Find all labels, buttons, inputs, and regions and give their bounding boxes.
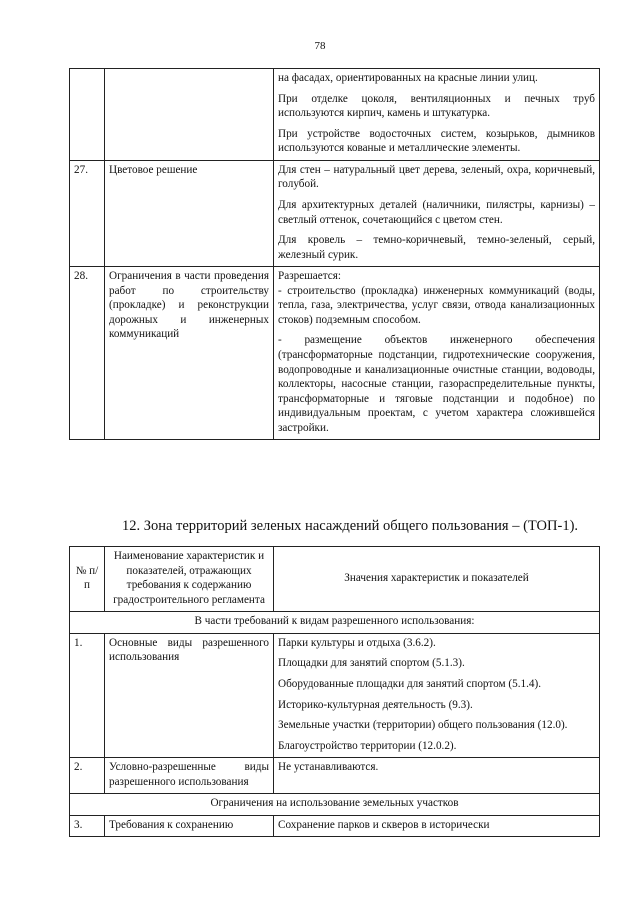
row-name: Цветовое решение [105,160,274,266]
row-values [274,160,600,266]
value-paragraph: на фасадах, ориентированных на красные линии улиц. [278,72,538,84]
row-name: Ограничения в части проведения работ по строительству (прокладке) и реконструкции дорожных и инженерных коммуникаций [105,267,274,440]
row-number: 3. [70,815,105,837]
table-row [70,815,600,837]
value-paragraph: Парки культуры и отдыха (3.6.2). [278,636,436,649]
table-row [70,758,600,794]
row-number: 2. [70,758,105,794]
header-number: № п/п [70,547,105,612]
row-number: 27. [70,160,105,266]
row-name: Условно-разрешенные виды разрешенного использования [105,758,274,794]
subheader-permitted-use: В части требований к видам разрешенного использования: [70,612,600,634]
regulation-table-zone-top1 [69,546,600,837]
row-number: 28. [70,267,105,440]
row-values [274,758,600,794]
regulation-table-continued [69,68,600,440]
header-name: Наименование характеристик и показателей, отражающих требования к содержанию градостроительного регламента [105,547,274,612]
subheader-land-restrictions: Ограничения на использование земельных участков [70,794,600,816]
table-subheader-row [70,794,600,816]
table-row [70,160,600,266]
value-paragraph: Площадки для занятий спортом (5.1.3). [278,657,465,670]
value-paragraph: Оборудованные площадки для занятий спортом (5.1.4). [278,677,542,690]
row-values [274,633,600,757]
table-row [70,267,600,440]
table-row [70,69,600,161]
row-values [274,267,600,440]
value-paragraph: Для архитектурных деталей (наличники, пилястры, карнизы) – светлый оттенок, сочетающийся с цветом стен. [278,198,595,226]
page-number: 78 [314,40,326,52]
row-number: 1. [70,633,105,757]
value-paragraph: - размещение объектов инженерного обеспечения (трансформаторные подстанции, гидротехнические сооружения, водопроводные и канализационные очистные станции, водоводы, коллекторы, насосные станции, газораспределительные пункты, трансформаторные и тяговые подстанции и подобное) по индивидуальным проектам, с учетом характера сложившейся застройки. [278,334,595,434]
row-number [70,69,105,161]
value-paragraph: Разрешается: - строительство (прокладка) инженерных коммуникаций (воды, тепла, газа, электричества, услуг связи, отвода канализационных стоков) подземным способом. [278,270,595,326]
section-title: 12. Зона территорий зеленых насаждений общего пользования – (ТОП-1). [121,518,579,534]
table-header-row [70,547,600,612]
table-row [70,633,600,757]
value-paragraph: Благоустройство территории (12.0.2). [278,739,457,752]
value-paragraph: При отделке цоколя, вентиляционных и печных труб используются кирпич, камень и штукатурка. [278,92,595,120]
row-values [274,69,600,161]
value-paragraph: Не устанавливаются. [278,761,379,774]
header-values: Значения характеристик и показателей [274,547,600,612]
row-name [105,69,274,161]
table-subheader-row [70,612,600,634]
row-value: Сохранение парков и скверов в исторически [274,815,600,837]
value-paragraph: Земельные участки (территории) общего пользования (12.0). [278,719,568,732]
value-paragraph: При устройстве водосточных систем, козырьков, дымников используются кованые и металлические элементы. [278,127,595,155]
value-paragraph: Для кровель – темно-коричневый, темно-зеленый, серый, железный сурик. [278,234,595,261]
value-paragraph: Для стен – натуральный цвет дерева, зеленый, охра, коричневый, голубой. [278,163,595,191]
value-paragraph: Историко-культурная деятельность (9.3). [278,698,473,711]
row-name: Требования к сохранению [105,815,274,837]
row-name: Основные виды разрешенного использования [105,633,274,757]
